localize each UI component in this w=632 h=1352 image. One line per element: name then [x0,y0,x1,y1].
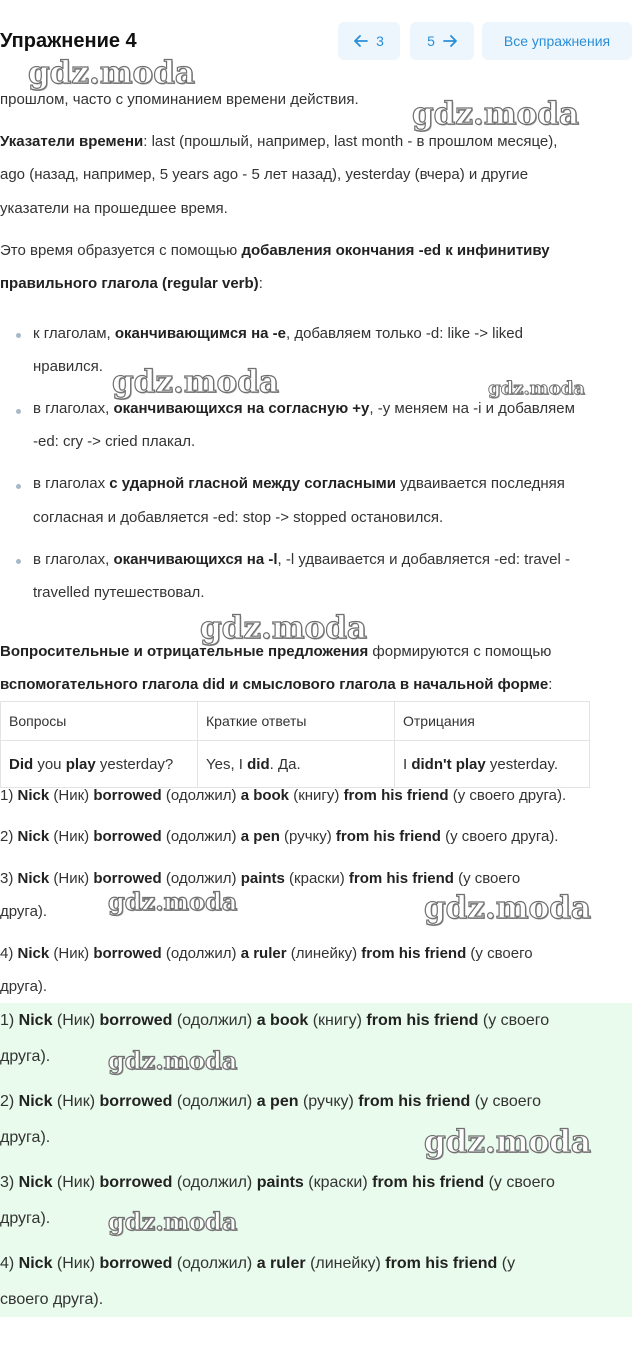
rule-text: , -y меняем на -i и добавляем [369,400,575,417]
sentence-number: 2) [0,1093,19,1110]
watermark-logo: gdz.moda [108,1046,238,1075]
cell-text: yesterday. [485,755,559,773]
rule-bold: оканчивающихся на -l [113,551,278,568]
word-bold: Nick [17,870,50,887]
word-ru: (у своего друга). [440,828,559,845]
word-bold: borrowed [99,1255,173,1272]
word-ru: (Ник) [52,1012,100,1029]
formation-text: Это время образуется с помощью [0,242,242,259]
word-ru: (у своего друга). [448,787,567,804]
rule-text: удваивается последняя [395,475,565,492]
answer-item-cont: своего друга). [0,1291,104,1308]
sentence-item [0,937,533,971]
word-bold: from his friend [361,945,467,962]
word-bold: from his friend [343,787,449,804]
bullet-icon [16,559,21,564]
sentence-number: 4) [0,945,18,962]
word-bold: from his friend [358,1093,471,1110]
list-item [33,543,570,577]
cell-text: you [33,755,66,773]
word-ru: (линейку) [305,1255,386,1272]
formation-bold: добавления окончания -ed к инфинитиву [241,242,550,259]
rule-bold: оканчивающихся на согласную +y [113,400,370,417]
prev-exercise-label: 3 [376,33,384,49]
word-ru: (одолжил) [172,1174,257,1191]
formation-line [0,267,263,301]
word-bold: paints [240,870,285,887]
rule-text: к глаголам, [33,325,115,342]
word-bold: Nick [18,1255,53,1272]
word-bold: borrowed [99,1174,173,1191]
list-item-cont: нравился. [33,358,103,375]
sentence-number: 1) [0,787,18,804]
table-header-cell: Вопросы [1,702,198,741]
rule-text: в глаголах, [33,400,114,417]
word-ru: (одолжил) [172,1255,257,1272]
cell-text: Yes, I [206,755,248,773]
arrow-left-icon [354,35,368,47]
watermark-logo: gdz.moda [108,887,238,916]
word-ru: (одолжил) [161,787,241,804]
rule-text: в глаголах, [33,551,114,568]
cell-bold: did [247,755,270,773]
word-bold: from his friend [385,1255,498,1272]
word-ru: (линейку) [286,945,362,962]
all-exercises-button[interactable]: Все упражнения [482,22,632,60]
word-ru: (у своего [453,870,521,887]
table-header-cell: Отрицания [395,702,590,741]
time-markers-heading: Указатели времени [0,133,144,150]
word-ru: (ручку) [279,828,336,845]
watermark-logo: gdz.moda [424,1124,591,1160]
word-ru: (одолжил) [161,870,241,887]
word-bold: Nick [18,1174,53,1191]
watermark-logo: gdz.moda [108,1207,238,1236]
sentence-item [0,779,566,813]
cell-bold: play [65,755,96,773]
arrow-right-icon [443,35,457,47]
word-bold: borrowed [93,945,162,962]
formation-line [0,234,550,268]
rule-text: , -l удваивается и добавляется -ed: travel - [277,551,571,568]
questions-text: формируются с помощью [368,643,552,660]
cell-bold: Did [9,755,34,773]
word-ru: (Ник) [49,945,94,962]
sentence-item [0,820,558,854]
word-bold: Nick [18,1012,53,1029]
watermark-logo: gdz.moda [412,96,579,132]
sentence-item-cont: друга). [0,903,48,920]
list-item-cont: согласная и добавляется -ed: stop -> stopped остановился. [33,509,444,526]
word-bold: paints [256,1174,304,1191]
answer-item-cont: друга). [0,1210,51,1227]
questions-bold: вспомогательного глагола did и смыслового глагола в начальной форме [0,676,549,693]
time-markers-line: указатели на прошедшее время. [0,200,228,217]
word-ru: (Ник) [49,828,94,845]
word-ru: (у [497,1255,516,1272]
questions-bold: Вопросительные и отрицательные предложения [0,643,369,660]
watermark-logo: gdz.moda [112,364,279,400]
sentence-number: 3) [0,1174,19,1191]
rule-text: , добавляем только -d: like -> liked [286,325,523,342]
word-bold: from his friend [366,1012,479,1029]
word-ru: (одолжил) [172,1012,257,1029]
next-exercise-button[interactable] [410,22,474,60]
word-ru: (одолжил) [161,828,241,845]
bullet-icon [16,484,21,489]
word-bold: a ruler [256,1255,306,1272]
answer-item-cont: друга). [0,1048,51,1065]
word-ru: (краски) [284,870,349,887]
formation-bold: правильного глагола (regular verb) [0,275,259,292]
prev-exercise-button[interactable] [338,22,400,60]
word-ru: (одолжил) [172,1093,257,1110]
word-ru: (одолжил) [161,945,241,962]
table-header-cell: Краткие ответы [198,702,395,741]
word-bold: borrowed [93,828,162,845]
cell-text: . Да. [269,755,301,773]
word-bold: borrowed [99,1093,173,1110]
word-ru: (книгу) [289,787,344,804]
answer-item [0,1247,515,1281]
word-bold: a pen [240,828,280,845]
word-bold: from his friend [335,828,441,845]
word-ru: (Ник) [49,787,94,804]
word-ru: (Ник) [49,870,94,887]
word-bold: a book [240,787,290,804]
questions-text: : [548,676,553,693]
theory-line: прошлом, часто с упоминанием времени действия. [0,91,359,108]
next-exercise-label: 5 [427,33,435,49]
questions-line [0,668,552,702]
watermark-logo: gdz.moda [424,890,591,926]
word-bold: borrowed [93,787,162,804]
word-ru: (у своего [478,1012,550,1029]
word-ru: (книгу) [308,1012,367,1029]
cell-text: I [403,755,412,773]
rule-bold: с ударной гласной между согласными [109,475,396,492]
word-ru: (у своего [466,945,533,962]
word-ru: (Ник) [52,1093,100,1110]
watermark-logo: gdz.moda [28,55,195,91]
word-bold: a ruler [240,945,287,962]
word-ru: (краски) [303,1174,373,1191]
page-title: Упражнение 4 [0,30,137,52]
word-bold: Nick [17,828,50,845]
bullet-icon [16,409,21,414]
sentence-item-cont: друга). [0,978,48,995]
list-item [33,317,523,351]
list-item [33,467,565,501]
word-ru: (Ник) [52,1255,100,1272]
list-item-cont: travelled путешествовал. [33,584,205,601]
rule-text: в глаголах [33,475,110,492]
answer-item-cont: друга). [0,1129,51,1146]
grammar-table [0,701,590,788]
watermark-logo: gdz.moda [488,378,585,399]
word-ru: (у своего [484,1174,555,1191]
sentence-number: 2) [0,828,18,845]
word-bold: borrowed [93,870,162,887]
word-ru: (у своего [470,1093,542,1110]
table-header-row [1,702,590,741]
rule-bold: оканчивающимся на -e [114,325,286,342]
cell-bold: didn't play [411,755,486,773]
time-markers-line: ago (назад, например, 5 years ago - 5 лет назад), yesterday (вчера) и другие [0,166,529,183]
word-ru: (Ник) [52,1174,100,1191]
answer-item [0,1085,541,1119]
time-markers-text: : last (прошлый, например, last month - в прошлом месяце), [143,133,558,150]
word-bold: from his friend [372,1174,485,1191]
formation-text: : [258,275,263,292]
sentence-number: 4) [0,1255,19,1272]
answer-item [0,1004,549,1038]
answer-item [0,1166,555,1200]
bullet-icon [16,333,21,338]
word-bold: a pen [256,1093,299,1110]
word-bold: a book [256,1012,309,1029]
word-bold: from his friend [348,870,454,887]
sentence-number: 1) [0,1012,19,1029]
watermark-logo: gdz.moda [200,610,367,646]
cell-text: yesterday? [95,755,174,773]
word-bold: Nick [17,945,50,962]
word-bold: Nick [18,1093,53,1110]
word-ru: (ручку) [298,1093,359,1110]
word-bold: borrowed [99,1012,173,1029]
sentence-number: 3) [0,870,18,887]
list-item-cont: -ed: cry -> cried плакал. [33,433,196,450]
word-bold: Nick [17,787,50,804]
